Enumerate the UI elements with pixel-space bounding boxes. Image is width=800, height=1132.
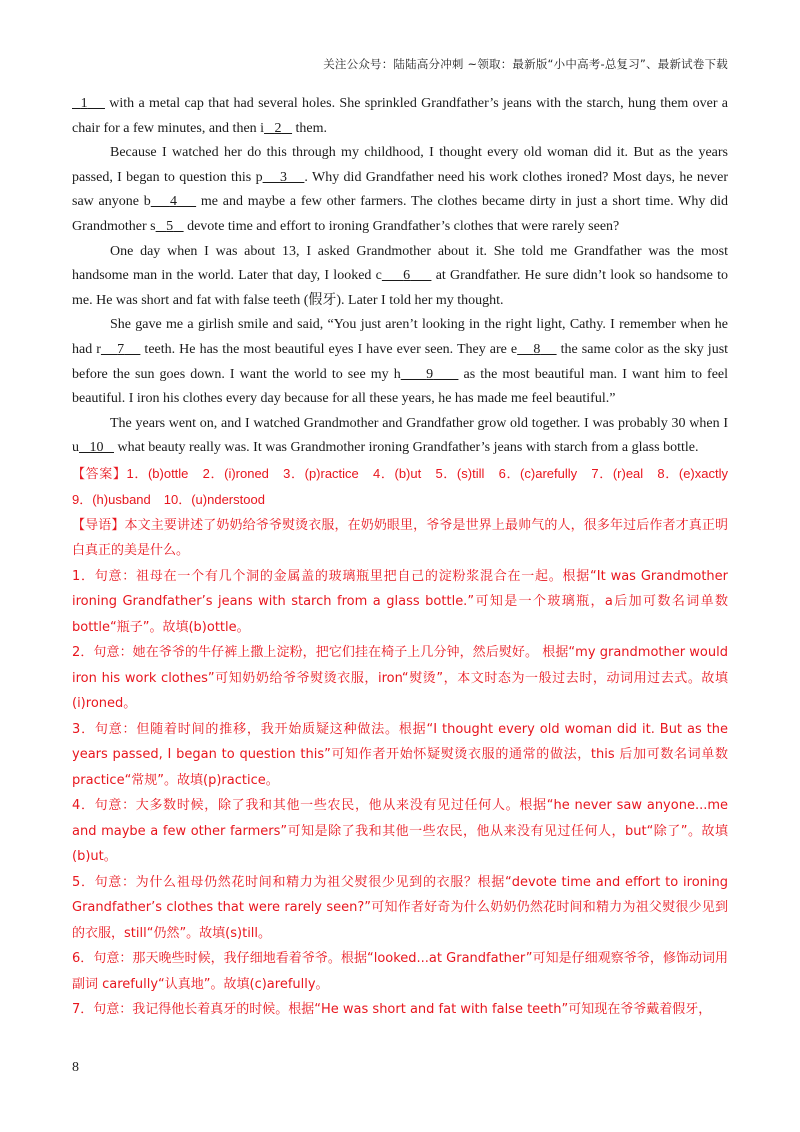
answer-text: 1．(b)ottle 2．(i)roned 3．(p)ractice 4．(b)ut 5．(s)till 6．(c)arefully 7．(r)eal 8．(e)xactly 9．(h)usband 10．(u)nderstood <box>72 465 741 508</box>
explanation-2: 2．句意：她在爷爷的牛仔裤上撒上淀粉，把它们挂在椅子上几分钟，然后熨好。 根据“my grandmother would iron his work clothes”可知奶奶给爷爷熨烫衣服，iron“熨烫”，本文时态为一般过去时，动词用过去式。故填(i)roned。 <box>72 645 728 712</box>
guide-text: 本文主要讲述了奶奶给爷爷熨烫衣服，在奶奶眼里，爷爷是世界上最帅气的人，很多年过后作者才真正明白真正的美是什么。 <box>72 517 728 559</box>
page-number: 8 <box>72 1060 79 1075</box>
blank-9: 9 <box>426 366 434 382</box>
explanation-5: 5．句意：为什么祖母仍然花时间和精力为祖父熨很少见到的衣服？根据“devote time and effort to ironing Grandfather’s clothes that were rarely seen?”可知作者好奇为什么奶奶仍然花时间和精力为祖父熨很少见到的衣服，still“仍然”。故填(s)till。 <box>72 874 728 941</box>
page-content <box>72 92 741 1023</box>
blank-4: 4 <box>169 194 177 210</box>
blank-7: 7 <box>117 341 125 357</box>
explanation-7: 7．句意：我记得他长着真牙的时候。根据“He was short and fat with false teeth”可知现在爷爷戴着假牙， <box>72 1002 712 1018</box>
explanation-6: 6．句意：那天晚些时候，我仔细地看着爷爷。根据“looked...at Grandfather”可知是仔细观察爷爷，修饰动词用副词 carefully“认真地”。故填(c)arefully。 <box>72 951 728 992</box>
guide-label: 【导语】 <box>72 517 125 533</box>
blank-6: 6 <box>403 268 411 284</box>
explanation-1: 1．句意：祖母在一个有几个洞的金属盖的玻璃瓶里把自己的淀粉浆混合在一起。根据“It was Grandmother ironing Grandfather’s jeans with starch from a glass bottle.”可知是一个玻璃瓶，a后加可数名词单数 bottle“瓶子”。故填(b)ottle。 <box>72 568 728 635</box>
explanation-4: 4．句意：大多数时候，除了我和其他一些农民，他从来没有见过任何人。根据“he never saw anyone...me and maybe a few other farmers”可知是除了我和其他一些农民，他从来没有见过任何人，but“除了”。故填(b)ut。 <box>72 798 728 865</box>
blank-10: 10 <box>89 440 104 456</box>
guide-block <box>72 513 728 564</box>
passage-paragraph-4: She gave me a girlish smile and said, “You just aren’t looking in the right light, Cathy. I remember when he had r 7 teeth. He has the most beautiful eyes I have ever seen. They are e 8 the same color as the sky just before the sun goes down. I want the world to see my h 9 as the most beautiful man. I want him to feel beautiful. I iron his clothes every day because for all these years, he has made me feel beautiful.” <box>72 317 729 407</box>
answer-block <box>72 461 741 513</box>
answer-label: 【答案】 <box>72 466 127 482</box>
passage-paragraph-1: 1 with a metal cap that had several holes. She sprinkled Grandfather’s jeans with the starch, hung them over a chair for a few minutes, and then i 2 them. <box>72 96 729 136</box>
blank-3: 3 <box>279 169 287 185</box>
passage-paragraph-2: Because I watched her do this through my childhood, I thought every old woman did it. But as the years passed, I began to question this p 3 . Why did Grandfather need his work clothes ironed? Most days, he never saw anyone b 4 me and maybe a few other farmers. The clothes became dirty in just a short time. Why did Grandmother s 5 devote time and effort to ironing Grandfather’s clothes that were rarely seen? <box>72 145 729 234</box>
blank-2: 2 <box>274 120 282 136</box>
blank-5: 5 <box>166 218 174 234</box>
explanation-3: 3．句意：但随着时间的推移，我开始质疑这种做法。根据“I thought every old woman did it. But as the years passed, I began to question this”可知作者开始怀疑熨烫衣服的通常的做法，this 后加可数名词单数 practice“常规”。故填(p)ractice。 <box>72 721 728 788</box>
blank-1: 1 <box>80 96 88 111</box>
passage-paragraph-3: One day when I was about 13, I asked Grandmother about it. She told me Grandfather was the most handsome man in the world. Later that day, I looked c 6 at Grandfather. He sure didn’t look so handsome to me. He was short and fat with false teeth (假牙). Later I told her my thought. <box>72 243 729 308</box>
passage-paragraph-5: The years went on, and I watched Grandmother and Grandfather grow old together. I was probably 30 when I u 10 what beauty really was. It was Grandmother ironing Grandfather’s jeans with starch from a glass bottle. <box>72 415 728 456</box>
blank-8: 8 <box>533 341 541 357</box>
page-header: 关注公众号：陆陆高分冲刺 ~领取：最新版“小中高考-总复习”、最新试卷下载 <box>323 57 728 71</box>
